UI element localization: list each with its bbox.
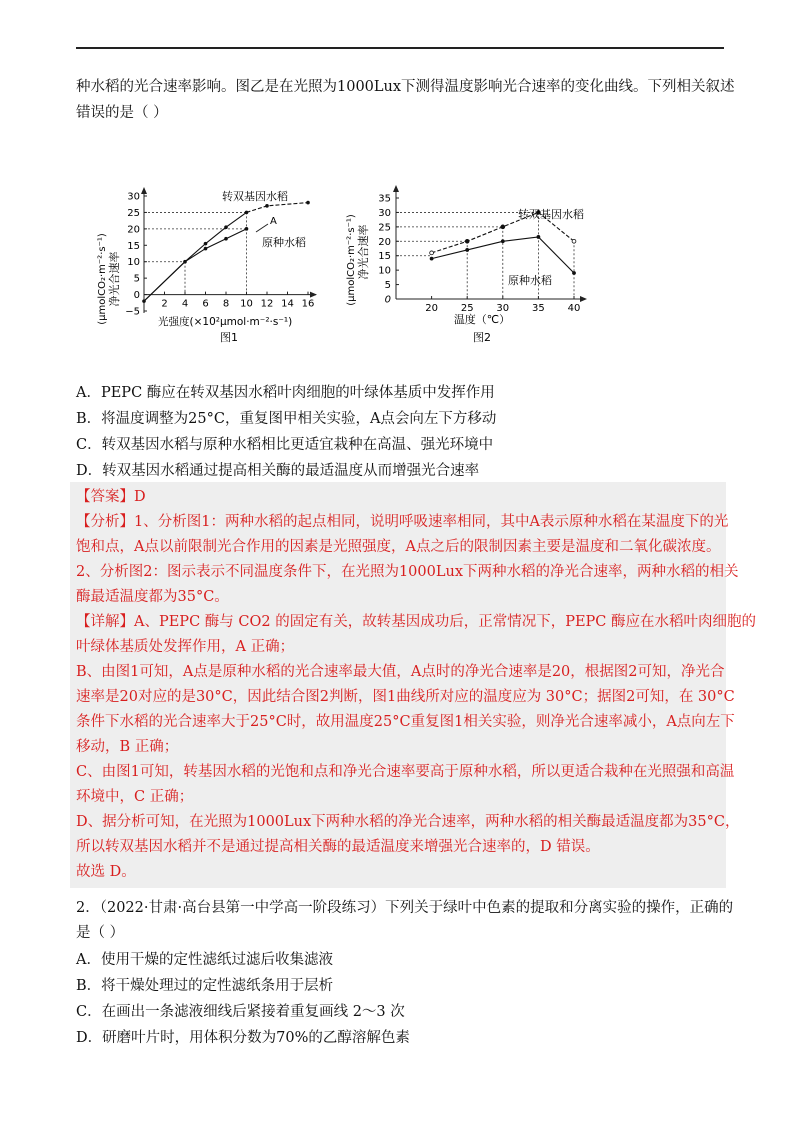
fig1-point-original bbox=[204, 247, 208, 251]
q2-option-d: D．研磨叶片时，用体积分数为70%的乙醇溶解色素 bbox=[76, 1030, 410, 1046]
figure-1-svg bbox=[94, 180, 330, 352]
fig2-point-original bbox=[572, 271, 576, 275]
intro-line-2: 错误的是（ ） bbox=[76, 105, 168, 121]
fig1-xtick-label: 4 bbox=[181, 298, 189, 310]
option-b: B．将温度调整为25°C，重复图甲相关实验，A点会向左下方移动 bbox=[76, 411, 497, 427]
detail-c-1: C、由图1可知，转基因水稻的光饱和点和净光合速率要高于原种水稻，所以更适合栽种在光照强和高温 bbox=[76, 764, 735, 780]
detail-a-2: 叶绿体基质处发挥作用，A 正确； bbox=[76, 639, 295, 655]
fig2-point-original bbox=[537, 235, 541, 239]
fig2-xtick-label: 35 bbox=[532, 303, 545, 314]
fig2-ytick-label: 35 bbox=[378, 193, 391, 205]
fig2-point-original bbox=[501, 239, 505, 243]
detail-b-2: 速率是20对应的是30°C，因此结合图2判断，图1曲线所对应的温度应为 30°C；据图2可知，在 30°C bbox=[76, 689, 735, 705]
fig1-xtick-label: 10 bbox=[240, 298, 253, 310]
fig2-point-transgenic bbox=[572, 239, 576, 243]
fig2-point-transgenic bbox=[430, 251, 434, 255]
fig2-yunit: (μmolCO₂·m⁻²·s⁻¹) bbox=[346, 214, 357, 306]
fig1-series-bottom-label: 原种水稻 bbox=[262, 236, 306, 249]
figure-1 bbox=[94, 180, 330, 356]
fig1-xtick-label: 14 bbox=[281, 298, 294, 310]
fig1-xtick-label: 16 bbox=[301, 298, 315, 310]
analysis-2b: 酶最适温度都为35°C。 bbox=[76, 589, 229, 605]
fig2-x-arrowhead bbox=[580, 296, 587, 302]
answer-final: 故选 D。 bbox=[76, 864, 136, 880]
fig1-xtick-label: 8 bbox=[222, 298, 230, 310]
fig1-point-start bbox=[142, 299, 146, 303]
fig1-point-transgenic bbox=[204, 242, 208, 246]
fig1-caption: 图1 bbox=[220, 331, 238, 344]
fig1-point-original bbox=[245, 227, 249, 231]
fig1-yunit: (μmolCO₂·m⁻²·s⁻¹) bbox=[97, 233, 108, 325]
fig1-xtick-label: 2 bbox=[161, 298, 168, 310]
fig1-point-transgenic bbox=[245, 211, 249, 215]
fig1-point-transgenic bbox=[183, 260, 187, 264]
fig1-guides bbox=[144, 212, 247, 294]
fig2-xtick-label: 25 bbox=[460, 303, 474, 314]
fig1-point-label: A bbox=[270, 216, 277, 227]
fig1-xtick-label: 6 bbox=[202, 298, 209, 310]
fig1-arrow bbox=[256, 224, 268, 232]
fig2-xtick-label: 20 bbox=[425, 303, 438, 314]
fig1-line-transgenic bbox=[144, 212, 247, 301]
fig1-ytick-label: 20 bbox=[127, 224, 140, 236]
fig2-ytick-label: 20 bbox=[378, 236, 391, 248]
fig1-xlabel: 光强度(×10²μmol·m⁻²·s⁻¹) bbox=[158, 316, 293, 328]
detail-a-1: 【详解】A、PEPC 酶与 CO2 的固定有关，故转基因成功后，正常情况下，PEPC 酶应在水稻叶肉细胞的 bbox=[76, 614, 756, 630]
detail-d-2: 所以转双基因水稻并不是通过提高相关酶的最适温度来增强光合速率的，D 错误。 bbox=[76, 839, 600, 855]
fig2-ytick-label: 30 bbox=[378, 207, 391, 219]
fig2-ytick-label: 0 bbox=[384, 294, 391, 306]
fig1-point-transgenic bbox=[265, 204, 269, 208]
q2-option-a: A．使用干燥的定性滤纸过滤后收集滤液 bbox=[76, 952, 333, 968]
fig2-axes bbox=[393, 185, 587, 302]
fig2-point-original bbox=[430, 257, 434, 261]
option-d: D．转双基因水稻通过提高相关酶的最适温度从而增强光合速率 bbox=[76, 463, 480, 479]
fig2-point-transgenic bbox=[465, 239, 469, 243]
detail-d-1: D、据分析可知，在光照为1000Lux下两种水稻的净光合速率，两种水稻的相关酶最适温度都为35°C， bbox=[76, 814, 740, 830]
fig1-xtick-label: 12 bbox=[260, 298, 274, 310]
fig2-point-original bbox=[465, 248, 469, 252]
fig1-ytick-label: 30 bbox=[127, 191, 140, 203]
analysis-2a: 2、分析图2：图示表示不同温度条件下，在光照为1000Lux下两种水稻的净光合速率，两种水稻的相关 bbox=[76, 564, 739, 580]
fig1-point-transgenic bbox=[306, 201, 310, 205]
fig2-y-arrowhead bbox=[393, 185, 399, 192]
fig2-xlabel: 温度（℃） bbox=[453, 313, 511, 326]
fig1-axes bbox=[141, 187, 317, 313]
fig1-series bbox=[142, 201, 310, 303]
q2-stem-1: 2．（2022·甘肃·高台县第一中学高一阶段练习）下列关于绿叶中色素的提取和分离实验的操作，正确的 bbox=[76, 900, 734, 916]
fig1-ylabel: 净光合速率 bbox=[108, 251, 121, 307]
fig2-caption: 图2 bbox=[473, 331, 491, 344]
fig1-line-transgenic-dashed bbox=[247, 203, 309, 213]
figure-2-svg bbox=[346, 180, 596, 352]
answer-label: 【答案】D bbox=[76, 489, 146, 505]
fig1-ytick-label: 10 bbox=[127, 257, 140, 269]
detail-b-1: B、由图1可知，A点是原种水稻的光合速率最大值，A点时的净光合速率是20，根据图2可知，净光合 bbox=[76, 664, 725, 680]
fig1-point-original bbox=[224, 237, 228, 241]
fig2-xtick-label: 30 bbox=[496, 303, 510, 314]
fig2-series-top-label: 转双基因水稻 bbox=[518, 208, 584, 221]
fig2-series-bottom-label: 原种水稻 bbox=[508, 274, 552, 287]
fig1-line-original bbox=[144, 229, 247, 301]
fig2-ylabel: 净光合速率 bbox=[357, 224, 370, 280]
figure-2 bbox=[346, 180, 596, 356]
detail-c-2: 环境中，C 正确； bbox=[76, 789, 194, 805]
fig1-ytick-label: −5 bbox=[125, 306, 140, 318]
fig2-xtick-label: 40 bbox=[567, 303, 581, 314]
fig1-ytick-label: 15 bbox=[127, 240, 140, 252]
fig1-ticks bbox=[125, 192, 314, 318]
detail-b-4: 移动，B 正确； bbox=[76, 739, 179, 755]
fig2-ytick-label: 5 bbox=[384, 280, 391, 292]
fig1-series-top-label: 转双基因水稻 bbox=[222, 190, 288, 203]
fig2-ytick-label: 25 bbox=[378, 222, 391, 234]
fig1-ytick-label: 5 bbox=[133, 273, 140, 285]
fig1-x-arrowhead bbox=[310, 292, 317, 298]
fig2-ytick-label: 15 bbox=[378, 251, 391, 263]
q2-option-b: B．将干燥处理过的定性滤纸条用于层析 bbox=[76, 978, 334, 994]
option-a: A．PEPC 酶应在转双基因水稻叶肉细胞的叶绿体基质中发挥作用 bbox=[76, 385, 495, 401]
q2-stem-2: 是（ ） bbox=[76, 925, 125, 941]
option-c: C．转双基因水稻与原种水稻相比更适宜栽种在高温、强光环境中 bbox=[76, 437, 494, 453]
analysis-1b: 饱和点，A点以前限制光合作用的因素是光照强度，A点之后的限制因素主要是温度和二氧化碳浓度。 bbox=[76, 539, 721, 555]
fig1-y-arrowhead bbox=[141, 187, 147, 194]
fig1-ytick-label: 25 bbox=[127, 207, 140, 219]
fig2-point-transgenic bbox=[501, 225, 505, 229]
analysis-1a: 【分析】1、分析图1：两种水稻的起点相同，说明呼吸速率相同，其中A表示原种水稻在某温度下的光 bbox=[76, 514, 729, 530]
fig2-ytick-label: 10 bbox=[378, 265, 391, 277]
header-rule bbox=[76, 47, 724, 49]
q2-option-c: C．在画出一条滤液细线后紧接着重复画线 2～3 次 bbox=[76, 1004, 405, 1020]
intro-line-1: 种水稻的光合速率影响。图乙是在光照为1000Lux下测得温度影响光合速率的变化曲线。下列相关叙述 bbox=[76, 79, 735, 95]
fig1-ytick-label: 0 bbox=[133, 290, 140, 302]
detail-b-3: 条件下水稻的光合速率大于25°C时，故用温度25°C重复图1相关实验，则净光合速率减小，A点向左下 bbox=[76, 714, 735, 730]
fig1-point-transgenic bbox=[224, 225, 228, 229]
